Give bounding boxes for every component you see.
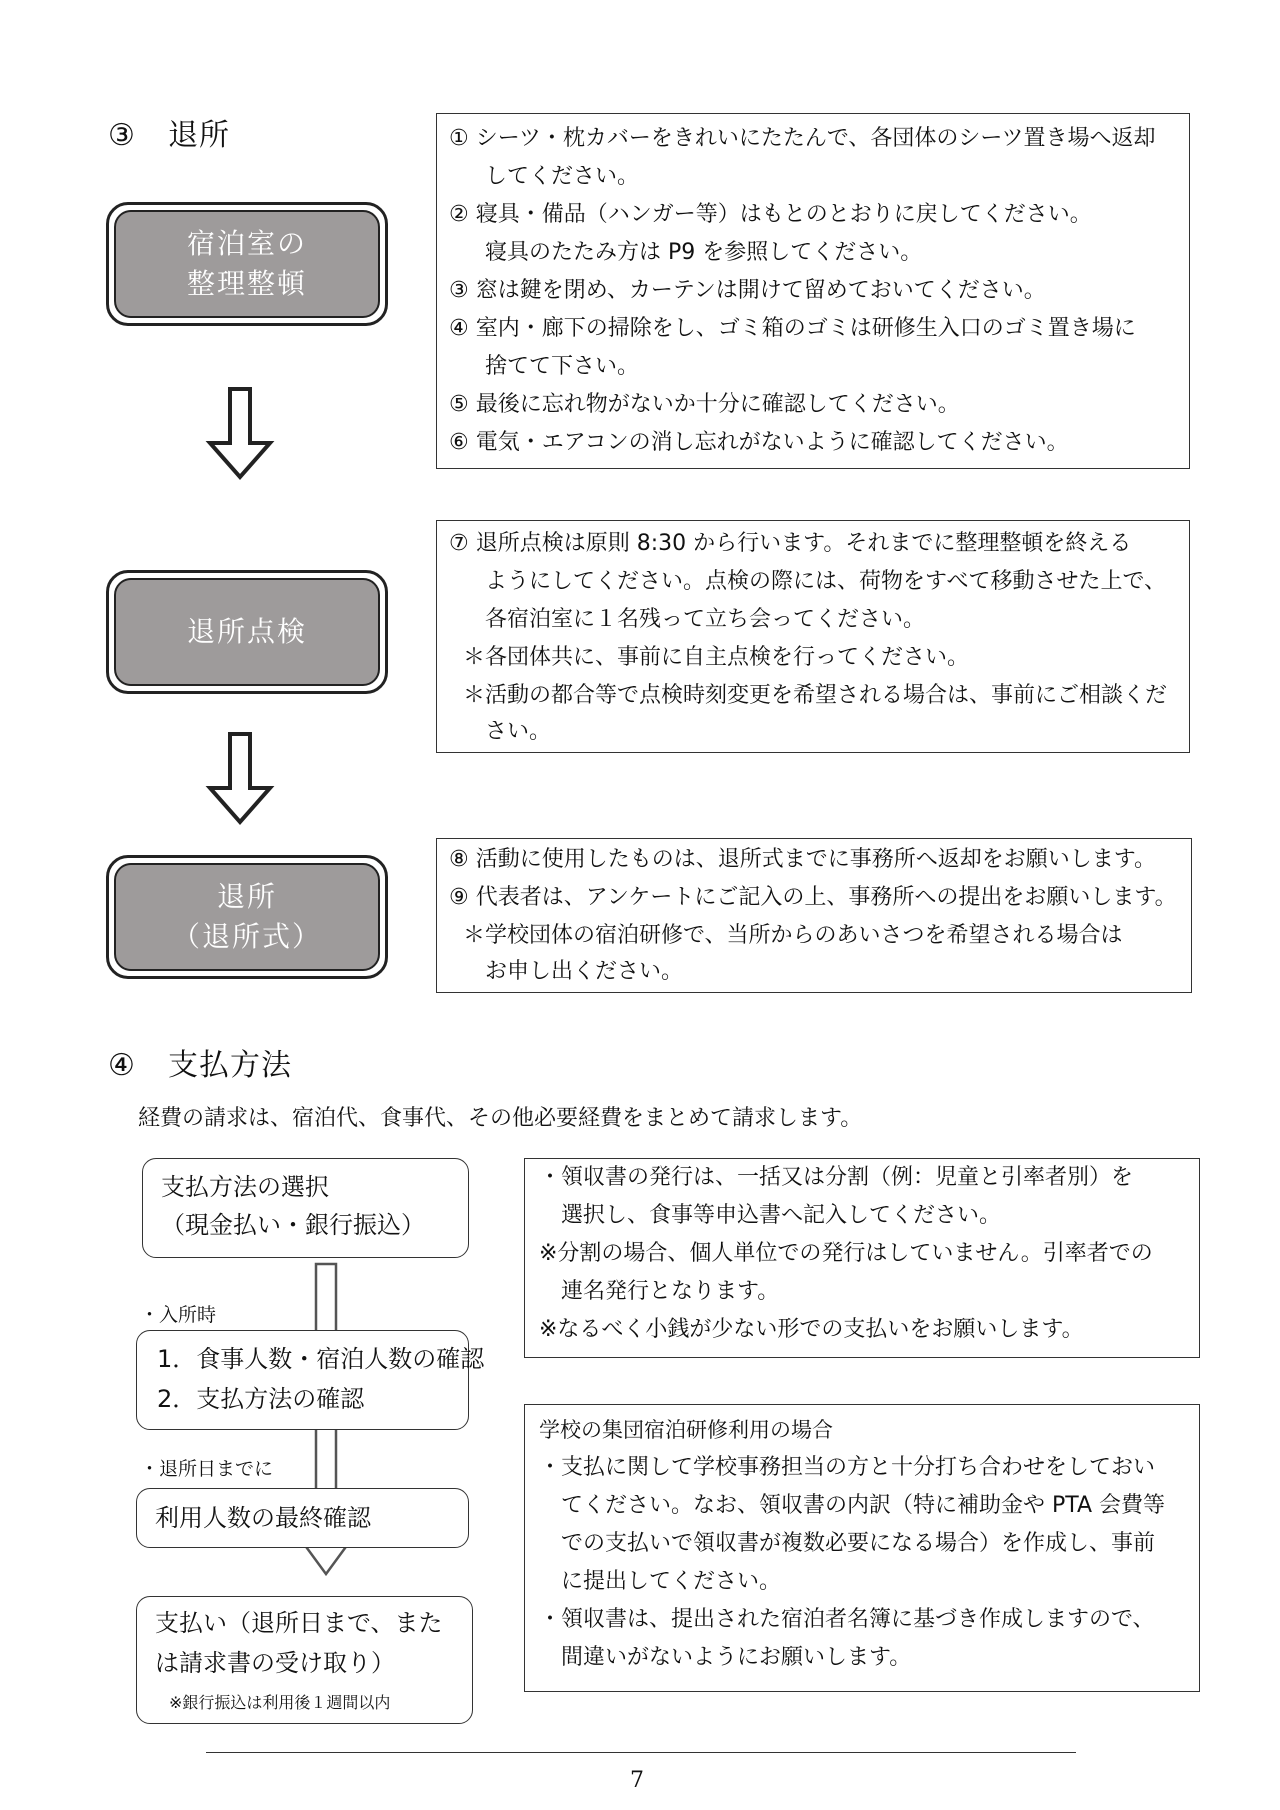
checkin-confirm-line2: 2．支払方法の確認	[157, 1385, 365, 1413]
receipt-note-2-cont: 連名発行となります。	[561, 1279, 780, 1304]
checkin-label: ・入所時	[140, 1304, 217, 1326]
step-checkout-inspection	[106, 570, 388, 694]
school-note-1: ・支払に関して学校事務担当の方と十分打ち合わせをしておい	[539, 1455, 1156, 1480]
tidy-item-2: ② 寝具・備品（ハンガー等）はもとのとおりに戻してください。	[449, 202, 1092, 227]
tidy-item-1-cont: してください。	[485, 164, 640, 189]
step-departure-ceremony-line1: 退所	[216, 880, 277, 913]
tidy-item-2-cont: 寝具のたたみ方は P9 を参照してください。	[485, 240, 923, 265]
final-count-box	[136, 1488, 469, 1548]
section3-title: 退所	[168, 118, 230, 153]
step-room-tidy	[106, 202, 388, 326]
tidy-item-4: ④ 室内・廊下の掃除をし、ゴミ箱のゴミは研修生入口のゴミ置き場に	[449, 316, 1136, 341]
inspection-note-1: ＊各団体共に、事前に自主点検を行ってください。	[463, 645, 970, 670]
page-number: 7	[630, 1768, 644, 1793]
tidy-item-6: ⑥ 電気・エアコンの消し忘れがないように確認してください。	[449, 430, 1069, 455]
step-room-tidy-line2: 整理整頓	[186, 267, 307, 300]
school-notes-box	[524, 1404, 1200, 1692]
inspection-item-7: ⑦ 退所点検は原則 8:30 から行います。それまでに整理整頓を終える	[449, 531, 1132, 556]
school-note-2-cont: 間違いがないようにお願いします。	[561, 1645, 912, 1670]
payment-selection-line2: （現金払い・銀行振込）	[161, 1211, 425, 1239]
before-checkout-label: ・退所日までに	[140, 1458, 274, 1480]
departure-instructions-box	[436, 838, 1192, 993]
receipt-note-3: ※なるべく小銭が少ない形での支払いをお願いします。	[539, 1317, 1084, 1342]
tidy-item-1: ① シーツ・枕カバーをきれいにたたんで、各団体のシーツ置き場へ返却	[449, 126, 1156, 151]
school-note-2: ・領収書は、提出された宿泊者名簿に基づき作成しますので、	[539, 1607, 1155, 1632]
down-arrow-icon	[200, 385, 280, 485]
footer-rule	[206, 1752, 1076, 1753]
tidy-instructions-box	[436, 113, 1190, 469]
step-checkout-inspection-line1: 退所点検	[186, 615, 307, 648]
receipt-note-1: ・領収書の発行は、一括又は分割（例：児童と引率者別）を	[539, 1165, 1134, 1190]
payment-line1: 支払い（退所日まで、また	[155, 1609, 443, 1637]
tidy-item-4-cont: 捨てて下さい。	[485, 354, 640, 379]
section3-number: ③	[108, 118, 136, 153]
checkin-confirm-box	[136, 1330, 485, 1430]
departure-item-9: ⑨ 代表者は、アンケートにご記入の上、事務所への提出をお願いします。	[449, 885, 1177, 910]
school-note-1-cont3: に提出してください。	[561, 1569, 782, 1594]
school-note-1-cont2: での支払いで領収書が複数必要になる場合）を作成し、事前	[561, 1531, 1156, 1556]
payment-box	[136, 1596, 473, 1724]
receipt-notes-box	[524, 1158, 1200, 1358]
step-departure-ceremony-line2: （退所式）	[171, 920, 322, 953]
payment-selection-box	[142, 1158, 469, 1258]
payment-selection-line1: 支払方法の選択	[161, 1173, 329, 1201]
section4-heading	[108, 1040, 292, 1084]
section4-intro: 経費の請求は、宿泊代、食事代、その他必要経費をまとめて請求します。	[138, 1106, 863, 1131]
step-room-tidy-line1: 宿泊室の	[186, 227, 307, 260]
departure-note-cont: お申し出ください。	[485, 959, 684, 984]
step-departure-ceremony	[106, 855, 388, 979]
inspection-item-7-cont2: 各宿泊室に１名残って立ち会ってください。	[485, 607, 926, 632]
school-notes-title: 学校の集団宿泊研修利用の場合	[539, 1418, 833, 1442]
section4-title: 支払方法	[168, 1048, 292, 1083]
tidy-item-5: ⑤ 最後に忘れ物がないか十分に確認してください。	[449, 392, 960, 417]
school-note-1-cont1: てください。なお、領収書の内訳（特に補助金や PTA 会費等	[561, 1493, 1166, 1518]
inspection-note-2-cont: さい。	[485, 719, 552, 744]
payment-line2: は請求書の受け取り）	[155, 1649, 395, 1677]
section4-number: ④	[108, 1048, 136, 1083]
tidy-item-3: ③ 窓は鍵を閉め、カーテンは開けて留めておいてください。	[449, 278, 1046, 303]
inspection-item-7-cont1: ようにしてください。点検の際には、荷物をすべて移動させた上で、	[485, 569, 1167, 594]
section3-heading	[108, 110, 230, 154]
down-arrow-icon	[200, 730, 280, 830]
receipt-note-1-cont: 選択し、食事等申込書へ記入してください。	[561, 1203, 1002, 1228]
checkin-confirm-line1: 1．食事人数・宿泊人数の確認	[157, 1345, 485, 1373]
departure-item-8: ⑧ 活動に使用したものは、退所式までに事務所へ返却をお願いします。	[449, 847, 1156, 872]
payment-note: ※銀行振込は利用後１週間以内	[169, 1693, 391, 1712]
receipt-note-2: ※分割の場合、個人単位での発行はしていません。引率者での	[539, 1241, 1153, 1266]
inspection-note-2: ＊活動の都合等で点検時刻変更を希望される場合は、事前にご相談くだ	[463, 683, 1168, 708]
final-count-text: 利用人数の最終確認	[155, 1504, 371, 1532]
inspection-instructions-box	[436, 520, 1190, 753]
departure-note: ＊学校団体の宿泊研修で、当所からのあいさつを希望される場合は	[463, 923, 1123, 948]
